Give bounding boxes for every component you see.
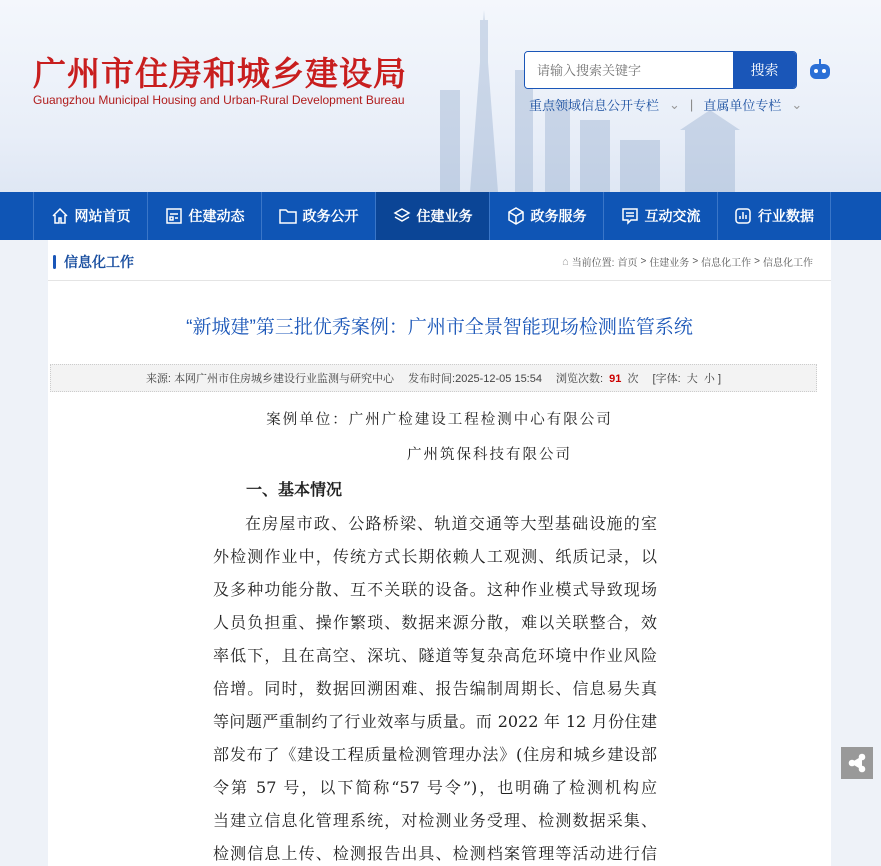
body-text-line: 部发布了《建设工程质量检测管理办法》(住房和城乡建设部 — [213, 745, 657, 764]
layers-icon — [393, 207, 411, 225]
crumb-home[interactable]: 首页 — [617, 258, 638, 269]
body-text-line: 外检测作业中，传统方式长期依赖人工观测、纸质记录，以 — [213, 547, 657, 566]
share-button[interactable] — [841, 747, 873, 779]
site-logo-subtitle: Guangzhou Municipal Housing and Urban-Rural Development Bureau — [33, 93, 405, 107]
font-large-button[interactable]: 大 — [686, 373, 698, 385]
link-separator: | — [689, 97, 694, 112]
site-logo-title[interactable]: 广州市住房和城乡建设局 — [33, 55, 407, 92]
font-small-button[interactable]: 小 ] — [703, 373, 722, 385]
body-text-line: 人员负担重、操作繁琐、数据来源分散，难以关联整合，效 — [213, 613, 657, 632]
view-count: 91 — [609, 373, 622, 385]
body-text-line: 等问题严重制约了行业效率与质量。而 2022 年 12 月份住建 — [213, 712, 657, 731]
nav-label: 网站首页 — [74, 208, 131, 224]
body-text-line: 在房屋市政、公路桥梁、轨道交通等大型基础设施的室 — [245, 514, 657, 533]
breadcrumb: ⌂ 当前位置: 首页 > 住建业务 > 信息化工作 > 信息化工作 — [562, 255, 813, 269]
divider — [48, 280, 831, 281]
section-title-text: 信息化工作 — [64, 254, 134, 270]
nav-item-news[interactable] — [147, 192, 261, 240]
nav-label: 住建业务 — [416, 208, 473, 224]
main-content — [48, 240, 831, 866]
case-unit-1: 案例单位：广州广检建设工程检测中心有限公司 — [266, 412, 613, 428]
nav-item-gov-open[interactable] — [261, 192, 375, 240]
key-info-link[interactable]: 重点领域信息公开专栏 — [529, 98, 660, 113]
source-label: 来源: — [145, 373, 171, 385]
case-unit-2: 广州筑保科技有限公司 — [407, 447, 572, 463]
section-title — [53, 252, 134, 272]
home-icon: ⌂ — [562, 255, 569, 268]
nav-item-interaction[interactable] — [603, 192, 717, 240]
views-label: 浏览次数: — [555, 373, 604, 385]
robot-assistant-icon[interactable] — [806, 56, 834, 84]
chevron-down-icon: ⌄ — [669, 96, 680, 112]
special-links — [529, 95, 802, 114]
crumb-info[interactable]: 信息化工作 — [701, 258, 752, 269]
views-unit: 次 — [627, 373, 639, 385]
nav-item-business[interactable] — [375, 192, 489, 240]
search-input[interactable] — [525, 52, 733, 88]
folder-icon — [279, 207, 297, 225]
body-text-line: 及多种功能分散、互不关联的设备。这种作业模式导致现场 — [213, 580, 657, 599]
title-bar — [53, 255, 56, 269]
font-size-label: [字体: — [652, 373, 681, 385]
nav-label: 政务公开 — [302, 208, 359, 224]
chevron-down-icon: ⌄ — [791, 96, 803, 112]
nav-item-services[interactable] — [489, 192, 603, 240]
chat-icon — [621, 207, 639, 225]
nav-label: 互动交流 — [644, 208, 701, 224]
crumb-label: 当前位置: — [571, 258, 615, 269]
crumb-business[interactable]: 住建业务 — [649, 258, 690, 269]
box-icon — [507, 207, 525, 225]
search-button[interactable]: 搜索 — [733, 52, 796, 88]
affiliated-units-link[interactable]: 直属单位专栏 — [703, 98, 782, 113]
section-heading: 一、基本情况 — [246, 482, 343, 499]
body-text-line: 当建立信息化管理系统，对检测业务受理、检测数据采集、 — [213, 811, 657, 830]
news-icon — [165, 207, 183, 225]
article-title: “新城建”第三批优秀案例：广州市全景智能现场检测监管系统 — [186, 317, 693, 338]
search-box — [524, 51, 797, 89]
chart-icon — [734, 207, 752, 225]
publish-time: 2025-12-05 15:54 — [455, 373, 542, 385]
body-text-line: 检测信息上传、检测报告出具、检测档案管理等活动进行信 — [213, 844, 657, 863]
crumb-current[interactable]: 信息化工作 — [763, 258, 813, 269]
nav-label: 住建动态 — [188, 208, 245, 224]
source: 本网广州市住房城乡建设行业监测与研究中心 — [174, 373, 395, 385]
nav-label: 政务服务 — [530, 208, 587, 224]
body-text-line: 率低下，且在高空、深坑、隧道等复杂高危环境中作业风险 — [213, 646, 657, 665]
body-text-line: 倍增。同时，数据回溯困难、报告编制周期长、信息易失真 — [213, 679, 657, 698]
header — [0, 0, 881, 192]
share-icon — [847, 753, 867, 773]
time-label: 发布时间: — [408, 373, 456, 385]
body-text-line: 令第 57 号，以下简称“57 号令”)，也明确了检测机构应 — [213, 778, 657, 797]
home-icon — [51, 207, 69, 225]
main-nav — [0, 192, 881, 240]
nav-item-home[interactable] — [33, 192, 147, 240]
nav-label: 行业数据 — [758, 208, 814, 224]
nav-item-data[interactable] — [717, 192, 831, 240]
article-meta — [50, 364, 817, 392]
